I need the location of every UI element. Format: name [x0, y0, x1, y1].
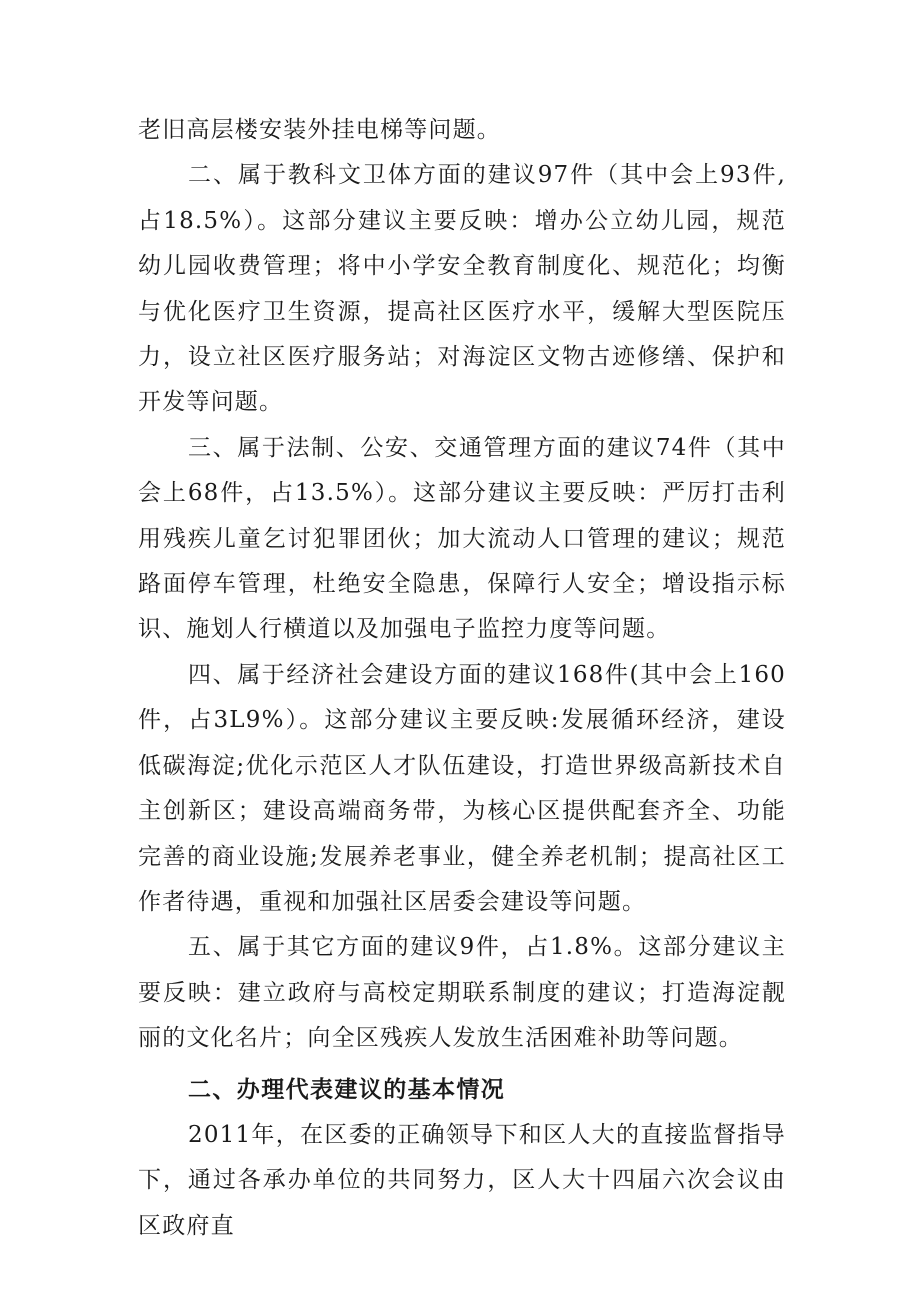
paragraph-legal-public-security-traffic: 三、属于法制、公安、交通管理方面的建议74件（其中会上68件，占13.5%）。这部分建议主要反映：严厉打击利用残疾儿童乞讨犯罪团伙；加大流动人口管理的建议；规范路面停车管理，杜绝安全隐患，保障行人安全；增设指示标识、施划人行横道以及加强电子监控力度等问题。 — [138, 434, 786, 643]
paragraph-continuation: 老旧高层楼安装外挂电梯等问题。 — [138, 117, 501, 143]
document-body — [138, 108, 786, 1249]
section-heading: 二、办理代表建议的基本情况 — [188, 1076, 506, 1103]
paragraph-handling-overview: 2011年，在区委的正确领导下和区人大的直接监督指导下，通过各承办单位的共同努力，区人大十四届六次会议由区政府直 — [138, 1121, 786, 1239]
paragraph-education-culture-health: 二、属于教科文卫体方面的建议97件（其中会上93件,占18.5%）。这部分建议主要反映：增办公立幼儿园，规范幼儿园收费管理；将中小学安全教育制度化、规范化；均衡与优化医疗卫生资源，提高社区医疗水平，缓解大型医院压力，设立社区医疗服务站；对海淀区文物古迹修缮、保护和开发等问题。 — [138, 162, 786, 416]
paragraph-other-aspects: 五、属于其它方面的建议9件，占1.8%。这部分建议主要反映：建立政府与高校定期联系制度的建议；打造海淀靓丽的文化名片；向全区残疾人发放生活困难补助等问题。 — [138, 934, 786, 1052]
paragraph-economic-social-construction: 四、属于经济社会建设方面的建议168件(其中会上160件，占3L9%）。这部分建议主要反映:发展循环经济，建设低碳海淀;优化示范区人才队伍建设，打造世界级高新技术自主创新区；建设高端商务带，为核心区提供配套齐全、功能完善的商业设施;发展养老事业，健全养老机制；提高社区工作者待遇，重视和加强社区居委会建设等问题。 — [138, 661, 786, 915]
